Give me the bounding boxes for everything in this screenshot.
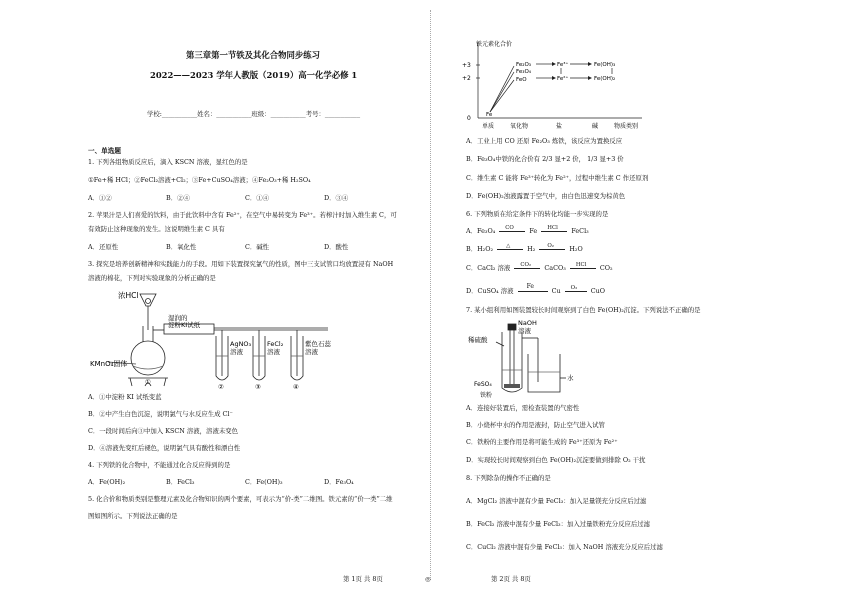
diagram-ylabel: 铁元素化合价 [476, 41, 513, 48]
q1-option-c[interactable]: C．①④ [245, 194, 270, 202]
q3-stem-line2: 溶液的棉花，下列对实验现象的分析正确的是 [88, 274, 216, 282]
fig-label-tube4-line2: 溶液 [305, 348, 318, 356]
q7-stem: 7. 某小组利用如图装置较长时间观察到了白色 Fe(OH)₂沉淀。下列说法不正确的是 [466, 306, 701, 314]
fig-label-iron: 铁粉 [480, 392, 493, 398]
fig-label-tube2-line2: 溶液 [230, 348, 243, 356]
fig-label-solid: KMnO₄固体 [90, 360, 128, 368]
diagram-node-fe3o4: Fe₃O₄ [516, 69, 531, 75]
diagram-node-feo: FeO [516, 77, 527, 83]
reaction-arrow [570, 261, 596, 269]
diagram-node-feoh2: Fe(OH)₂ [594, 76, 616, 82]
fig-label-acid: 浓HCl [118, 291, 139, 300]
diagram-xtick-oxide: 氧化物 [510, 123, 529, 130]
q4-option-c[interactable]: C．Fe(OH)₃ [245, 478, 283, 486]
page-title: 第三章第一节铁及其化合物同步练习 [186, 50, 320, 60]
q6-c-c2: HCl [575, 261, 587, 268]
reaction-arrow [541, 224, 567, 232]
reaction-arrow [518, 282, 548, 292]
valence-class-diagram [452, 38, 652, 134]
diagram-ytick-0: 0 [467, 115, 471, 122]
q6-d-label: D． [466, 287, 478, 295]
q6-b-s3: H₂O [569, 245, 583, 253]
fig-label-tube3-line1: FeCl₂ [267, 340, 284, 348]
q6-option-a[interactable] [466, 224, 589, 235]
diagram-xtick-base: 碱 [592, 123, 599, 130]
feoh2-apparatus-figure [468, 318, 588, 398]
q8-option-b[interactable]: B．FeCl₂ 溶液中混有少量 FeCl₃：加入过量铁粉充分反应后过滤 [466, 520, 651, 528]
diagram-node-feoh3: Fe(OH)₃ [594, 62, 616, 68]
student-info-line: 学校:___________姓名：___________班级：___________考号：___________ [147, 110, 361, 118]
q6-b-s2: H₂ [527, 245, 536, 253]
q2-option-d[interactable]: D．酸性 [324, 243, 349, 251]
q6-d-s2: Cu [551, 287, 561, 295]
q4-option-a[interactable]: A．Fe(OH)₂ [88, 478, 126, 486]
q7-option-c[interactable]: C．铁粉的主要作用是将可能生成的 Fe³⁺还原为 Fe²⁺ [466, 438, 618, 446]
diagram-xtick-salt: 盐 [556, 123, 563, 130]
q6-b-s1: H₂O₂ [477, 245, 494, 253]
diagram-xtick-category: 物质类别 [614, 123, 639, 130]
q5-option-b-end: 显+3 价 [599, 155, 624, 163]
q5-option-c[interactable]: C．维生素 C 能将 Fe³⁺转化为 Fe²⁺，过程中维生素 C 作还原剂 [466, 174, 649, 182]
q6-a-label: A． [466, 227, 478, 235]
q6-option-d[interactable] [466, 282, 605, 295]
fig-label-feso4: FeSO₄ [474, 381, 492, 388]
reaction-arrow [514, 261, 540, 269]
fig-label-tube3-line2: 溶液 [267, 348, 280, 356]
footer-page-left: 第 1页 共 8页 [343, 575, 383, 583]
q6-d-c1: Fe [526, 282, 534, 290]
q7-option-b[interactable]: B．小烧杯中水的作用是液封，防止空气进入试管 [466, 421, 605, 429]
q2-option-a[interactable]: A．还原性 [88, 243, 119, 251]
q7-option-d[interactable]: D．实现较长时间观察到白色 Fe(OH)₂沉淀要做到排除 O₂ 干扰 [466, 456, 646, 464]
q5-stem-line2: 图如图所示。下列说法正确的是 [88, 512, 178, 520]
fig-label-acid: 稀硫酸 [468, 336, 488, 344]
q6-d-c2: O₂ [570, 284, 578, 291]
q6-a-c1: CO [505, 224, 514, 231]
reaction-arrow [539, 242, 565, 250]
page-subtitle: 2022——2023 学年人教版（2019）高一化学必修 1 [150, 70, 358, 80]
q8-option-a[interactable]: A．MgCl₂ 溶液中混有少量 FeCl₃：加入足量镁充分反应后过滤 [466, 497, 647, 505]
diagram-node-fe2plus: Fe²⁺ [557, 76, 569, 82]
q5-option-b[interactable] [466, 155, 624, 163]
q1-items: ①Fe+稀 HCl；②FeCl₂溶液+Cl₂；③Fe+CuSO₄溶液；④Fe₂O₃+稀 H₂SO₄ [88, 176, 311, 184]
fig-mark-2: ② [218, 383, 224, 390]
q3-option-a[interactable]: A．①中淀粉 KI 试纸变蓝 [88, 393, 162, 401]
q4-option-d[interactable]: D．Fe₃O₄ [324, 478, 354, 486]
q5-option-b-mid: 显+2 价， [554, 155, 586, 163]
section-title: 一、单选题 [88, 147, 121, 155]
q2-option-b[interactable]: B．氧化性 [166, 243, 197, 251]
q6-d-s3: CuO [590, 287, 605, 295]
q5-option-b-frac1: 2/3 [542, 155, 553, 163]
q6-d-s1: CuSO₄ 溶液 [477, 287, 514, 295]
q6-option-b[interactable] [466, 242, 583, 253]
q6-b-c2: O₂ [547, 242, 554, 249]
q1-option-b[interactable]: B．②④ [166, 194, 190, 202]
q7-option-a[interactable]: A．连接好装置后，需检查装置的气密性 [466, 404, 580, 412]
reaction-arrow [565, 284, 587, 292]
q2-stem-line2: 有效防止这种现象的发生。这说明维生素 C 具有 [88, 225, 225, 233]
q1-stem: 1. 下列各组物质反应后，滴入 KSCN 溶液，显红色的是 [88, 158, 248, 166]
q3-option-d[interactable]: D．④溶液先变红后褪色，说明氯气具有酸性和漂白性 [88, 444, 241, 452]
q5-option-b-label: B．Fe₃O₄中铁的化合价有 [466, 155, 541, 163]
q4-stem: 4. 下列铁的化合物中，不能通过化合反应得到的是 [88, 461, 231, 469]
reaction-arrow [497, 242, 523, 250]
q8-option-c[interactable]: C．CuCl₂ 溶液中混有少量 FeCl₃：加入 NaOH 溶液充分反应后过滤 [466, 543, 663, 551]
footer-center-mark: ◎ [425, 575, 431, 583]
fig-label-paper: 湿润的 [168, 314, 188, 322]
q6-a-s2: Fe [529, 227, 538, 235]
q6-c-s2: CaCO₃ [544, 264, 566, 272]
q3-stem-line1: 3. 探究是培养创新精神和实践能力的手段。用如下装置探究氯气的性质，图中三支试管口均放置浸有 NaOH [88, 260, 394, 268]
q1-option-d[interactable]: D．③④ [324, 194, 349, 202]
fig-label-water: 水 [567, 374, 574, 382]
fig-label-tube4-line1: 紫色石蕊 [305, 340, 331, 348]
q6-c-s3: CO₂ [599, 264, 613, 272]
footer-page-right: 第 2页 共 8页 [491, 575, 531, 583]
fig-label-naoh-solution: 溶液 [518, 327, 531, 335]
q8-stem: 8. 下列除杂的操作不正确的是 [466, 474, 551, 482]
fig-label-paper2: 淀粉KI试纸 [168, 321, 201, 329]
q3-option-c[interactable]: C．一段时间后向③中加入 KSCN 溶液，溶液未变色 [88, 427, 239, 435]
q6-option-c[interactable] [466, 261, 613, 272]
reaction-arrow [499, 224, 525, 232]
diagram-xtick-element: 单质 [482, 123, 495, 130]
chlorine-apparatus-figure [88, 286, 338, 390]
q6-c-s1: CaCl₂ 溶液 [477, 264, 511, 272]
q6-b-c1: △ [506, 242, 511, 249]
fig-mark-4: ④ [293, 383, 299, 390]
q4-option-b[interactable]: B．FeCl₃ [166, 478, 195, 486]
q6-a-c2: HCl [547, 224, 558, 231]
q5-option-a[interactable]: A．工业上用 CO 还原 Fe₂O₃ 炼铁，该反应为置换反应 [466, 137, 623, 145]
q6-c-c1: CO₂ [520, 261, 532, 268]
q3-option-b[interactable]: B．②中产生白色沉淀，说明氯气与水反应生成 Cl⁻ [88, 410, 233, 418]
q6-a-s3: FeCl₃ [571, 227, 589, 235]
fig-mark-1: ① [145, 378, 151, 386]
q2-stem-line1: 2. 苹果汁是人们喜爱的饮料，由于此饮料中含有 Fe²⁺，在空气中易转变为 Fe³⁺。若榨汁时加入维生素 C，可 [88, 211, 397, 219]
diagram-node-fe: Fe [486, 112, 493, 118]
diagram-ytick-3: +3 [462, 62, 471, 69]
fig-label-naoh: NaOH [518, 319, 537, 327]
q6-stem: 6. 下列物质在给定条件下的转化均能一步实现的是 [466, 210, 609, 218]
q2-option-c[interactable]: C．碱性 [245, 243, 270, 251]
q5-option-d[interactable]: D．Fe(OH)₂浊液露置于空气中，由白色迅速变为棕黄色 [466, 192, 626, 200]
diagram-node-fe3plus: Fe³⁺ [557, 62, 569, 68]
q6-a-s1: Fe₃O₄ [477, 227, 496, 235]
q1-option-a[interactable]: A．①② [88, 194, 112, 202]
q5-stem-line1: 5. 化合价和物质类别是整理元素及化合物知识的两个要素，可表示为“价-类”二维图。铁元素的“价一类”二维 [88, 495, 393, 503]
fig-label-tube2-line1: AgNO₃ [230, 340, 252, 348]
diagram-node-fe2o3: Fe₂O₃ [516, 62, 531, 68]
diagram-ytick-2: +2 [462, 75, 471, 82]
page-divider [430, 10, 431, 580]
fig-mark-3: ③ [255, 383, 261, 390]
q5-option-b-frac2: 1/3 [587, 155, 598, 163]
q6-b-label: B． [466, 245, 478, 253]
q6-c-label: C． [466, 264, 478, 272]
